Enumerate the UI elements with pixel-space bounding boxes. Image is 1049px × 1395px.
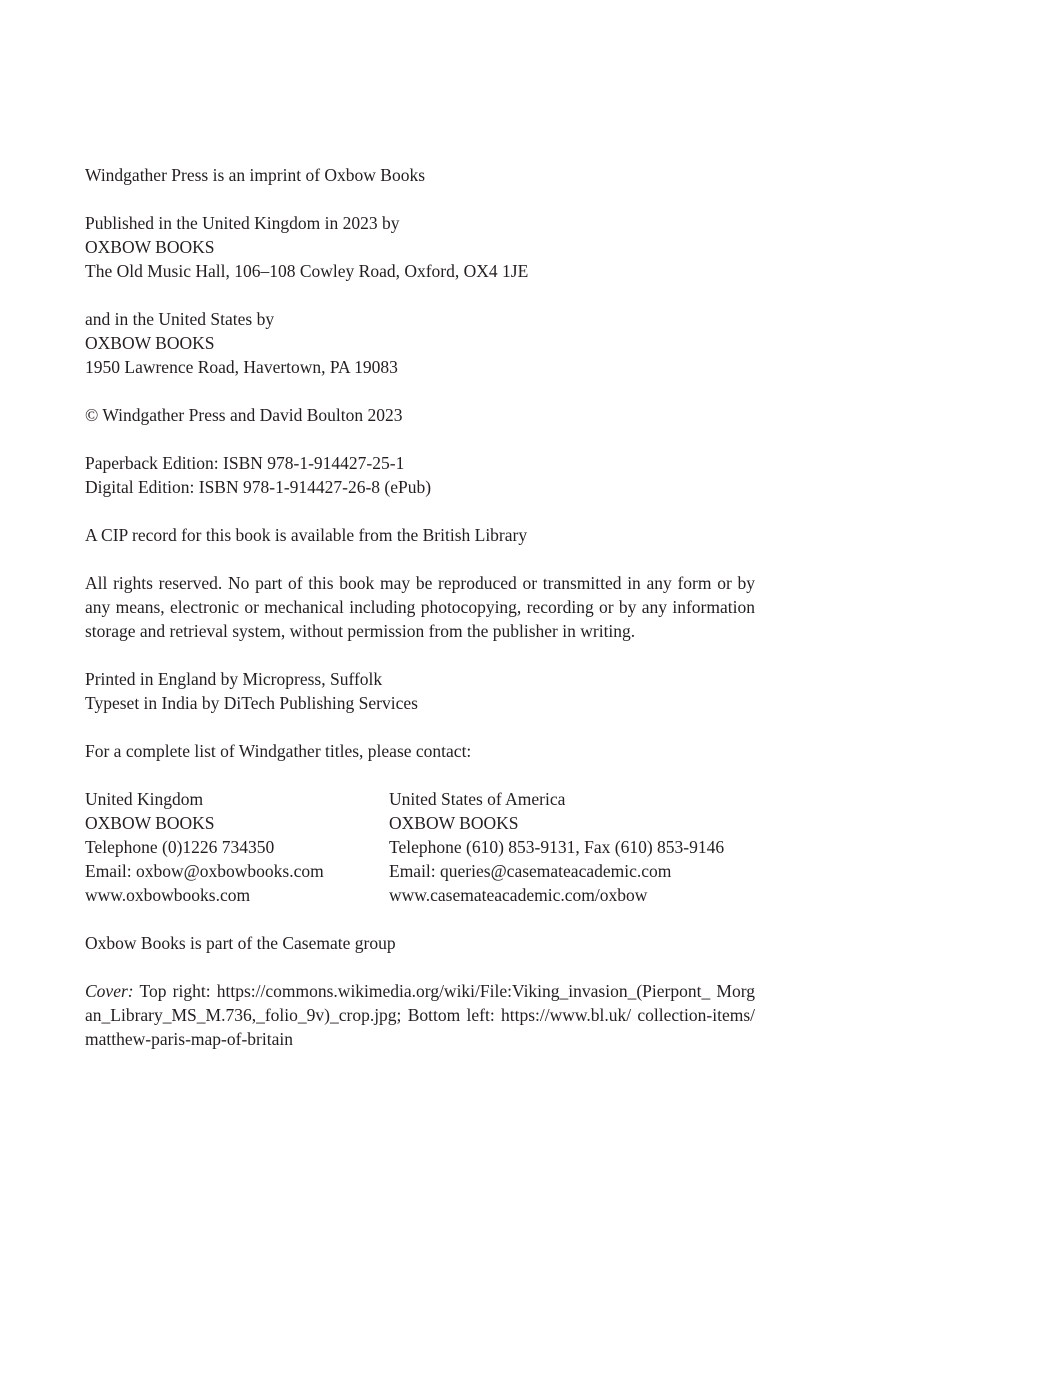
uk-email: Email: oxbow@oxbowbooks.com — [85, 861, 324, 881]
us-company: OXBOW BOOKS — [389, 813, 519, 833]
typesetter-line: Typeset in India by DiTech Publishing Services — [85, 693, 418, 713]
cover-credit — [85, 979, 755, 1051]
cip-record: A CIP record for this book is available from the British Library — [85, 525, 528, 545]
copyright-notice: © Windgather Press and David Boulton 2023 — [85, 405, 403, 425]
uk-contact — [85, 787, 389, 907]
us-email: Email: queries@casemateacademic.com — [389, 861, 672, 881]
printing-block — [85, 667, 755, 715]
rights-block — [85, 571, 755, 643]
isbn-paperback: Paperback Edition: ISBN 978-1-914427-25-1 — [85, 453, 405, 473]
us-region: United States of America — [389, 789, 566, 809]
us-telephone: Telephone (610) 853-9131, Fax (610) 853-9146 — [389, 837, 725, 857]
us-contact — [389, 787, 755, 907]
group-statement: Oxbow Books is part of the Casemate group — [85, 933, 396, 953]
isbn-block — [85, 451, 755, 499]
cover-label: Cover: — [85, 981, 134, 1001]
imprint-line: Windgather Press is an imprint of Oxbow Books — [85, 165, 426, 185]
us-publication-block — [85, 307, 755, 379]
us-publication-line: and in the United States by — [85, 309, 275, 329]
isbn-digital: Digital Edition: ISBN 978-1-914427-26-8 (ePub) — [85, 477, 432, 497]
cover-credit-text: Top right: https://commons.wikimedia.org/wiki/File:Viking_invasion_(Pierpont_ Morgan_Library_MS_M.736,_folio_9v)_crop.jpg; Bottom left: https://www.bl.uk/ collection-items/matthew-paris-map-of-britain — [85, 981, 755, 1049]
printer-line: Printed in England by Micropress, Suffolk — [85, 669, 383, 689]
contact-intro-block — [85, 739, 755, 763]
uk-website: www.oxbowbooks.com — [85, 885, 251, 905]
cover-credit-block — [85, 979, 755, 1051]
us-website: www.casemateacademic.com/oxbow — [389, 885, 648, 905]
uk-publication-block — [85, 211, 755, 283]
uk-region: United Kingdom — [85, 789, 204, 809]
cip-block — [85, 523, 755, 547]
rights-statement: All rights reserved. No part of this book may be reproduced or transmitted in any form or by any means, electronic or mechanical including photocopying, recording or by any information storage and retrieval system, without permission from the publisher in writing. — [85, 573, 755, 641]
group-block — [85, 931, 755, 955]
us-publisher-address: 1950 Lawrence Road, Havertown, PA 19083 — [85, 357, 398, 377]
imprint-block — [85, 163, 755, 187]
uk-telephone: Telephone (0)1226 734350 — [85, 837, 275, 857]
us-publisher-name: OXBOW BOOKS — [85, 333, 215, 353]
contact-columns — [85, 787, 755, 907]
uk-publisher-name: OXBOW BOOKS — [85, 237, 215, 257]
uk-company: OXBOW BOOKS — [85, 813, 215, 833]
copyright-page — [85, 163, 755, 1075]
uk-publication-line: Published in the United Kingdom in 2023 by — [85, 213, 400, 233]
uk-publisher-address: The Old Music Hall, 106–108 Cowley Road, Oxford, OX4 1JE — [85, 261, 529, 281]
contact-intro: For a complete list of Windgather titles, please contact: — [85, 741, 472, 761]
copyright-block — [85, 403, 755, 427]
